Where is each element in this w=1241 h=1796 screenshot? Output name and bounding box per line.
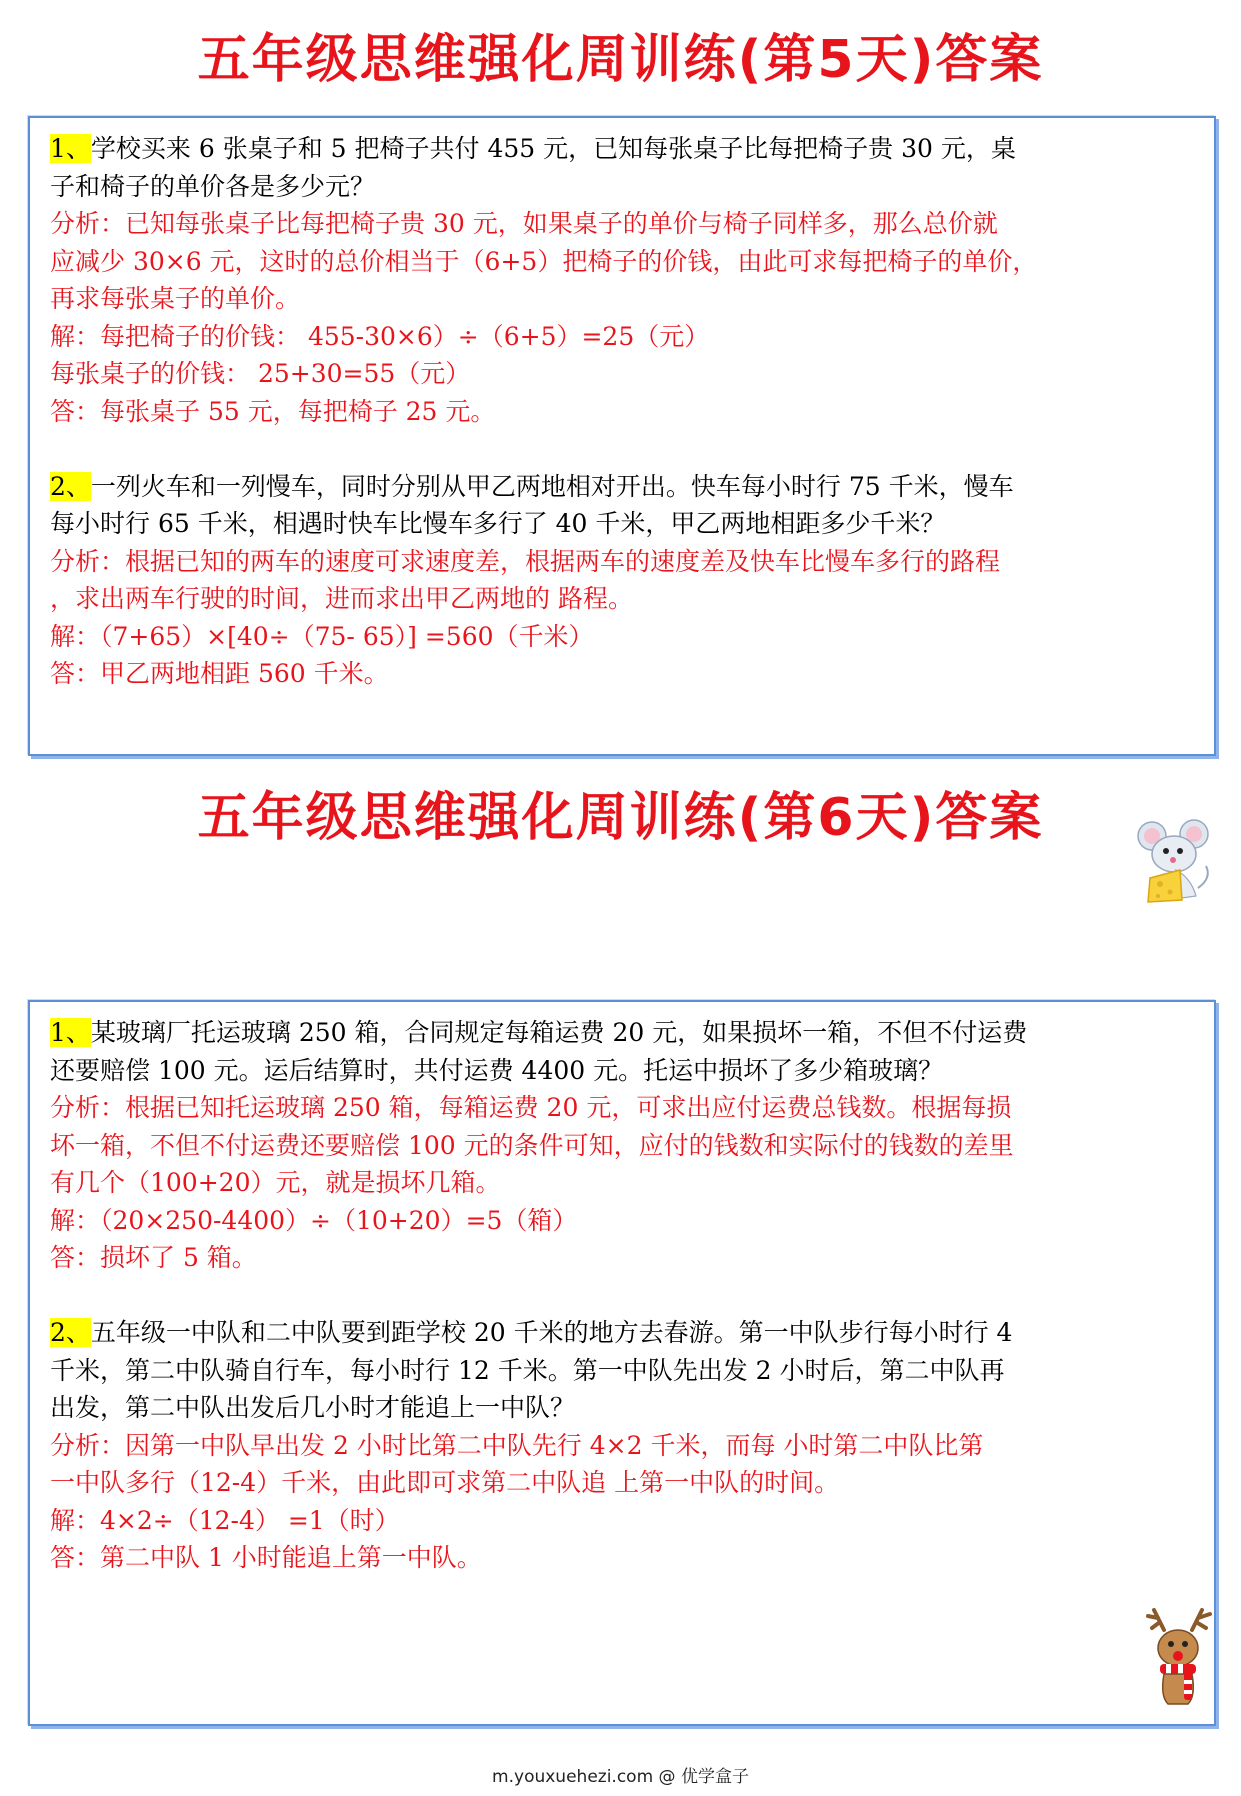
day5-q1-answer: 答：每张桌子 55 元，每把椅子 25 元。 [50, 396, 496, 426]
day5-q1-analysis-line2: 应减少 30×6 元，这时的总价相当于（6+5）把椅子的价钱，由此可求每把椅子的单价， [50, 246, 1038, 276]
day6-q2-question-line [50, 1314, 1192, 1352]
day6-q1-question-text: 某玻璃厂托运玻璃 250 箱，合同规定每箱运费 20 元，如果损坏一箱，不但不付运费 [90, 1018, 1028, 1047]
day6-q2-analysis-line1: 分析：因第一中队早出发 2 小时比第二中队先行 4×2 千米，而每 小时第二中队比第 [50, 1430, 984, 1460]
day6-q2-question-line3: 出发，第二中队出发后几小时才能追上一中队？ [50, 1393, 576, 1422]
day6-q2-solution-line1: 解：4×2÷（12-4） =1（时） [50, 1505, 400, 1535]
footer-source: m.youxuehezi.com @ 优学盒子 [492, 1767, 749, 1787]
day5-q1-solution-line2: 每张桌子的价钱： 25+30=55（元） [50, 359, 471, 388]
day5-q1-analysis-line1: 分析：已知每张桌子比每把椅子贵 30 元，如果桌子的单价与椅子同样多，那么总价就 [50, 209, 998, 238]
day5-answer-box [28, 116, 1216, 756]
day5-q1-solution-line1: 解：每把椅子的价钱： 455-30×6）÷（6+5）=25（元） [50, 321, 710, 351]
day6-q1-question-line [50, 1014, 1192, 1052]
day5-q2-question-line2: 每小时行 65 千米，相遇时快车比慢车多行了 40 千米，甲乙两地相距多少千米？ [50, 509, 946, 538]
day5-q2-question-text: 一列火车和一列慢车，同时分别从甲乙两地相对开出。快车每小时行 75 千米，慢车 [90, 471, 1014, 501]
day6-q2-number: 2、 [50, 1318, 91, 1347]
day5-q2-answer: 答：甲乙两地相距 560 千米。 [50, 659, 389, 688]
day6-title: 五年级思维强化周训练(第6天)答案 [197, 788, 1044, 848]
reindeer-mascot-icon [1140, 1600, 1220, 1710]
day5-q1-question-line [50, 130, 1192, 168]
day6-q1-number: 1、 [50, 1018, 91, 1047]
day6-q1-analysis-line1: 分析：根据已知托运玻璃 250 箱，每箱运费 20 元，可求出应付运费总钱数。根据每损 [50, 1093, 1012, 1122]
day5-q2-analysis-line1: 分析：根据已知的两车的速度可求速度差，根据两车的速度差及快车比慢车多行的路程 [50, 546, 1001, 576]
day6-q1-analysis-line3: 有几个（100+20）元，就是损坏几箱。 [50, 1168, 501, 1197]
day6-q2-question-line2: 千米，第二中队骑自行车，每小时行 12 千米。第一中队先出发 2 小时后，第二中队再 [50, 1355, 1005, 1385]
day6-q2-analysis-line2: 一中队多行（12-4）千米，由此即可求第二中队追 上第一中队的时间。 [50, 1468, 840, 1497]
day5-q2-solution-line1: 解：（7+65）×[40÷（75- 65）] =560（千米） [50, 621, 594, 651]
day5-q1-number: 1、 [50, 134, 91, 163]
day6-q2-answer: 答：第二中队 1 小时能追上第一中队。 [50, 1543, 482, 1572]
day5-q1-question-line2: 子和椅子的单价各是多少元？ [50, 171, 376, 201]
day5-title: 五年级思维强化周训练(第5天)答案 [197, 30, 1044, 90]
day5-q2-number: 2、 [50, 471, 91, 501]
day6-answer-box [28, 1000, 1216, 1726]
day5-q1-analysis-line3: 再求每张桌子的单价。 [50, 284, 301, 313]
day5-q2-analysis-line2: ，求出两车行驶的时间，进而求出甲乙两地的 路程。 [50, 584, 633, 613]
day6-q2-question-text: 五年级一中队和二中队要到距学校 20 千米的地方去春游。第一中队步行每小时行 4 [90, 1318, 1013, 1347]
day6-q1-answer: 答：损坏了 5 箱。 [50, 1243, 257, 1272]
day5-q1-question-text: 学校买来 6 张桌子和 5 把椅子共付 455 元，已知每张桌子比每把椅子贵 30 元，桌 [90, 134, 1016, 163]
day5-q2-question-line [50, 468, 1192, 506]
day6-q1-solution-line1: 解：（20×250-4400）÷（10+20）=5（箱） [50, 1205, 578, 1235]
day6-q1-question-line2: 还要赔偿 100 元。运后结算时，共付运费 4400 元。托运中损坏了多少箱玻璃？ [50, 1055, 944, 1085]
day6-q1-analysis-line2: 坏一箱，不但不付运费还要赔偿 100 元的条件可知，应付的钱数和实际付的钱数的差里 [50, 1130, 1014, 1160]
